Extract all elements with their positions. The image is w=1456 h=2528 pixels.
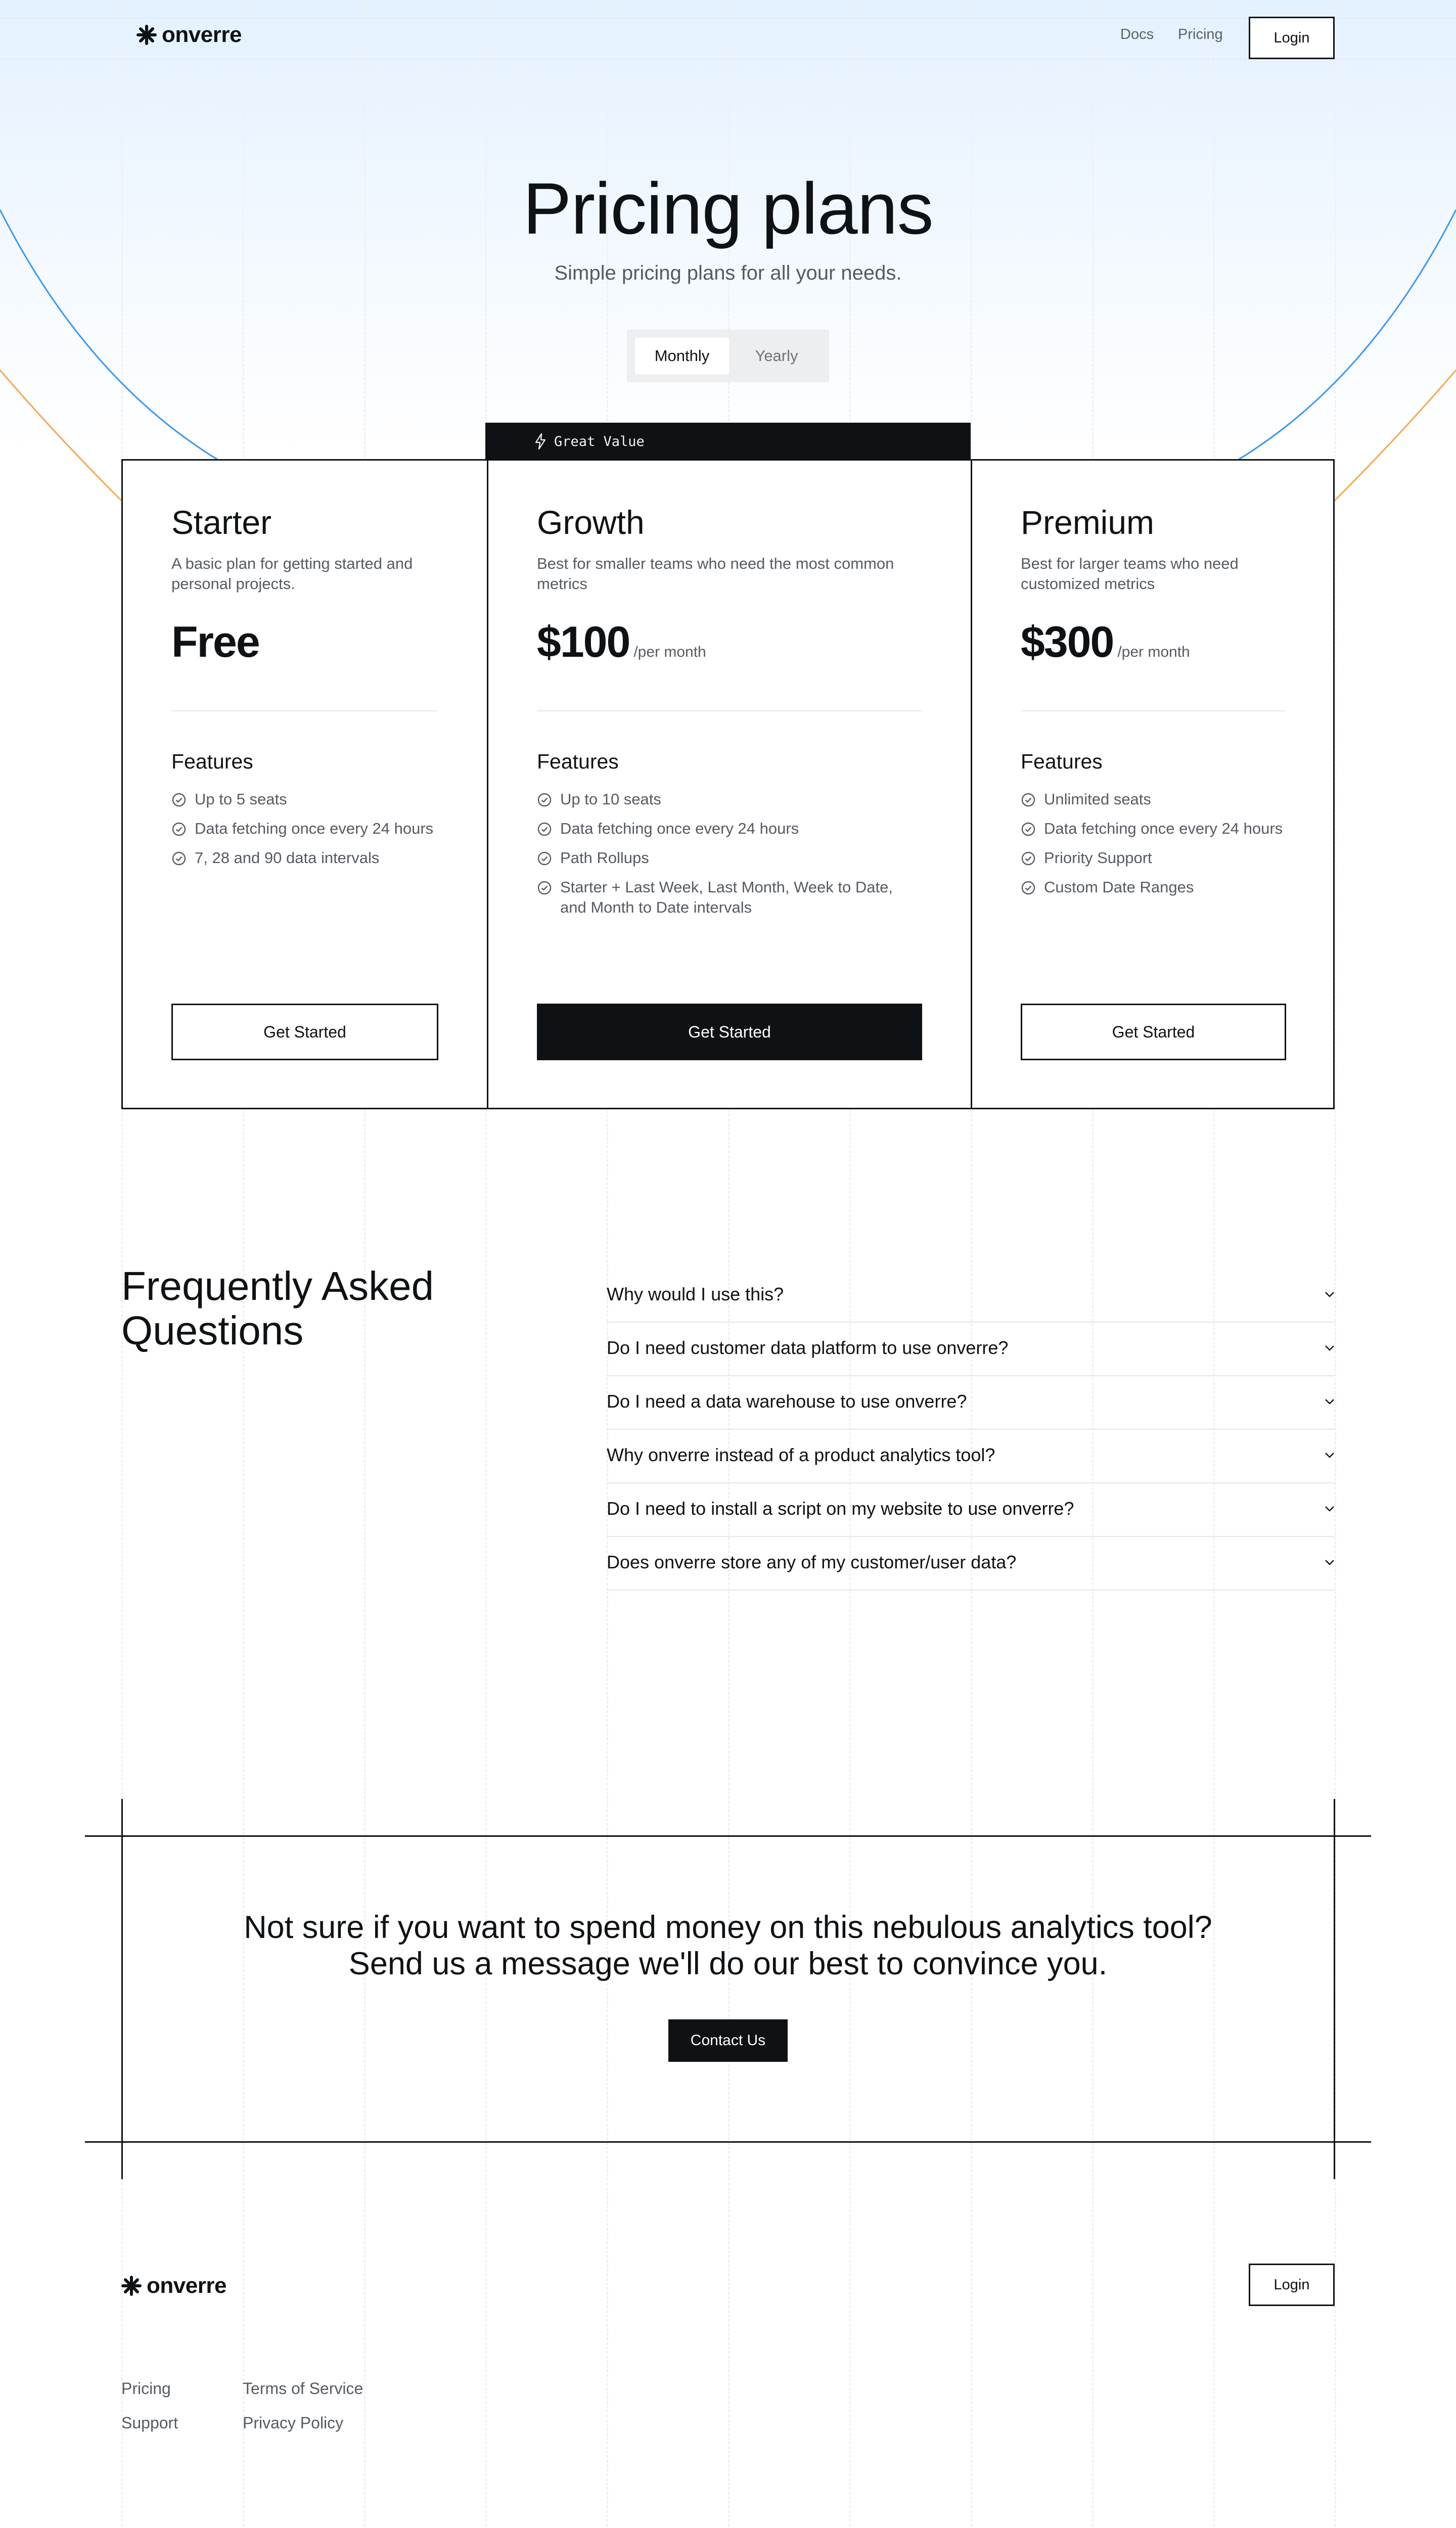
feature-item	[537, 848, 922, 868]
feature-item	[1021, 789, 1286, 809]
check-circle-icon	[1021, 880, 1036, 895]
lightning-icon	[534, 433, 547, 450]
top-nav	[0, 0, 1456, 75]
faq-question: Why would I use this?	[607, 1284, 784, 1304]
faq-question: Why onverre instead of a product analytics tool?	[607, 1444, 995, 1465]
plan-amount: $300	[1021, 618, 1114, 666]
feature-text: Data fetching once every 24 hours	[1044, 820, 1283, 837]
plan-card-premium	[972, 461, 1335, 1108]
plan-amount: Free	[171, 618, 259, 666]
faq-item[interactable]	[607, 1430, 1335, 1483]
features-heading: Features	[537, 750, 619, 773]
feature-text: Path Rollups	[560, 849, 649, 867]
features-heading: Features	[171, 750, 253, 773]
feature-text: Custom Date Ranges	[1044, 878, 1194, 896]
feature-item	[171, 789, 438, 809]
plan-description: Best for smaller teams who need the most common metrics	[537, 555, 894, 593]
divider	[1021, 710, 1286, 711]
feature-item	[171, 848, 438, 868]
get-started-button[interactable]: Get Started	[537, 1004, 922, 1060]
feature-item	[1021, 877, 1286, 897]
divider	[171, 710, 438, 711]
chevron-down-icon	[1325, 1505, 1335, 1512]
faq-title: Frequently Asked Questions	[121, 1263, 434, 1353]
pricing-cards	[121, 459, 1335, 1109]
get-started-button[interactable]: Get Started	[1021, 1004, 1286, 1060]
check-circle-icon	[537, 851, 552, 866]
footer-link-support[interactable]: Support	[121, 2414, 178, 2432]
faq-question: Do I need to install a script on my website to use onverre?	[607, 1498, 1074, 1519]
faq-item[interactable]	[607, 1537, 1335, 1591]
footer-link-terms[interactable]: Terms of Service	[243, 2379, 363, 2398]
nav-link-docs[interactable]: Docs	[1120, 26, 1154, 42]
feature-text: Priority Support	[1044, 849, 1152, 867]
plan-price	[537, 617, 706, 667]
page-title: Pricing plans	[523, 168, 933, 249]
login-button[interactable]: Login	[1249, 17, 1335, 59]
plan-price	[1021, 617, 1190, 667]
check-circle-icon	[537, 880, 552, 895]
contact-us-button[interactable]: Contact Us	[668, 2019, 788, 2062]
check-circle-icon	[537, 792, 552, 807]
cta-frame-line-right	[1334, 1799, 1335, 2179]
get-started-button[interactable]: Get Started	[171, 1004, 438, 1060]
faq-item[interactable]	[607, 1269, 1335, 1323]
faq-item[interactable]	[607, 1483, 1335, 1537]
cta-frame-line-top	[85, 1835, 1371, 1837]
feature-text: Data fetching once every 24 hours	[195, 820, 434, 837]
feature-item	[537, 819, 922, 839]
faq-question: Does onverre store any of my customer/user data?	[607, 1552, 1017, 1572]
nav-link-pricing[interactable]: Pricing	[1178, 26, 1223, 42]
asterisk-logo-icon	[136, 25, 157, 45]
feature-item	[1021, 819, 1286, 839]
plan-card-starter	[123, 461, 487, 1108]
check-circle-icon	[537, 822, 552, 837]
feature-text: 7, 28 and 90 data intervals	[195, 849, 380, 867]
plan-card-growth	[487, 461, 972, 1108]
faq-item[interactable]	[607, 1376, 1335, 1430]
chevron-down-icon	[1325, 1344, 1335, 1351]
check-circle-icon	[171, 851, 187, 866]
brand-name: onverre	[147, 2273, 226, 2298]
features-heading: Features	[1021, 750, 1103, 773]
plan-period: /per month	[633, 644, 706, 660]
toggle-yearly[interactable]: Yearly	[755, 347, 798, 365]
feature-item	[171, 819, 438, 839]
cta-message: Not sure if you want to spend money on this nebulous analytics tool? Send us a message we'll do our best to convince you.	[244, 1910, 1212, 1981]
plan-price	[171, 617, 263, 667]
check-circle-icon	[171, 822, 187, 837]
cta-frame-line-left	[121, 1799, 123, 2179]
cta-frame-line-bottom	[85, 2141, 1371, 2143]
great-value-badge	[485, 423, 971, 460]
chevron-down-icon	[1325, 1452, 1335, 1459]
plan-amount: $100	[537, 618, 630, 666]
plan-description: A basic plan for getting started and personal projects.	[171, 555, 413, 593]
feature-list	[537, 789, 922, 927]
faq-question: Do I need customer data platform to use onverre?	[607, 1337, 1009, 1358]
chevron-down-icon	[1325, 1291, 1335, 1298]
check-circle-icon	[1021, 822, 1036, 837]
check-circle-icon	[1021, 851, 1036, 866]
footer-login-button[interactable]: Login	[1249, 2264, 1335, 2306]
footer-brand-logo[interactable]	[121, 2273, 226, 2298]
feature-text: Up to 10 seats	[560, 790, 661, 808]
plan-description: Best for larger teams who need customized metrics	[1021, 555, 1239, 593]
feature-text: Starter + Last Week, Last Month, Week to Date, and Month to Date intervals	[560, 878, 893, 916]
feature-text: Unlimited seats	[1044, 790, 1151, 808]
feature-item	[537, 789, 922, 809]
plan-name: Starter	[171, 504, 272, 541]
page-subtitle: Simple pricing plans for all your needs.	[554, 262, 902, 284]
asterisk-logo-icon	[121, 2276, 142, 2296]
footer-link-pricing[interactable]: Pricing	[121, 2379, 171, 2398]
feature-item	[537, 877, 922, 918]
badge-label: Great Value	[554, 433, 645, 449]
faq-question: Do I need a data warehouse to use onverre?	[607, 1391, 967, 1412]
divider	[537, 710, 922, 711]
brand-logo[interactable]	[136, 22, 242, 48]
feature-item	[1021, 848, 1286, 868]
plan-period: /per month	[1117, 644, 1190, 660]
billing-period-toggle	[627, 330, 829, 382]
footer-link-privacy[interactable]: Privacy Policy	[243, 2414, 344, 2432]
chevron-down-icon	[1325, 1559, 1335, 1566]
check-circle-icon	[1021, 792, 1036, 807]
plan-name: Premium	[1021, 504, 1155, 541]
feature-text: Up to 5 seats	[195, 790, 287, 808]
feature-list	[171, 789, 438, 877]
feature-list	[1021, 789, 1286, 907]
chevron-down-icon	[1325, 1398, 1335, 1405]
feature-text: Data fetching once every 24 hours	[560, 820, 799, 837]
faq-item[interactable]	[607, 1323, 1335, 1376]
faq-list	[607, 1269, 1335, 1591]
toggle-monthly[interactable]: Monthly	[635, 338, 729, 374]
check-circle-icon	[171, 792, 187, 807]
plan-name: Growth	[537, 504, 645, 541]
brand-name: onverre	[162, 22, 242, 47]
